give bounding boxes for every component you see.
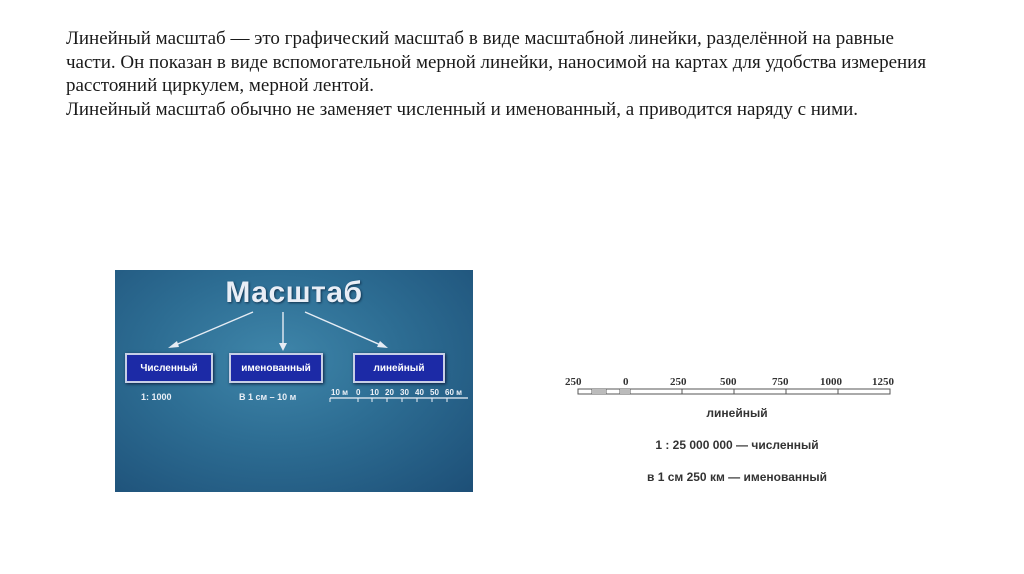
mini-ruler-label: 10 м	[331, 388, 349, 397]
scale-tick-label: 750	[772, 376, 789, 388]
box-linear: линейный	[353, 353, 445, 383]
scale-tick-label: 1250	[872, 376, 894, 388]
paragraph-note: Линейный масштаб обычно не заменяет численный и именованный, а приводится наряду с ними.	[66, 98, 859, 120]
scale-subdivision	[592, 389, 606, 394]
box-numeric: Численный	[125, 353, 213, 383]
mini-ruler-label: 10	[370, 388, 379, 397]
mini-linear-ruler	[328, 386, 473, 410]
slide-text	[66, 27, 946, 121]
arrow-to-numeric	[173, 312, 253, 346]
box-named: именованный	[229, 353, 323, 383]
mini-ruler-label: 40	[415, 388, 424, 397]
scale-tick-label: 250	[670, 376, 687, 388]
mini-ruler-label: 50	[430, 388, 439, 397]
linear-scale-bar	[562, 370, 912, 406]
linear-scale-figure	[562, 370, 912, 490]
mini-ruler-label: 30	[400, 388, 409, 397]
example-numeric: 1: 1000	[141, 392, 172, 402]
caption-linear: линейный	[706, 406, 768, 420]
scale-subdivision	[620, 389, 630, 394]
scale-tick-label: 1000	[820, 376, 842, 388]
example-named: В 1 см – 10 м	[239, 392, 297, 402]
arrow-to-linear	[305, 312, 383, 346]
mini-ruler-label: 60 м	[445, 388, 463, 397]
caption-named: в 1 см 250 км — именованный	[646, 470, 828, 484]
mini-ruler-label: 20	[385, 388, 394, 397]
scale-types-diagram	[115, 270, 473, 492]
scale-tick-label: 0	[623, 376, 629, 388]
scale-tick-label: 500	[720, 376, 737, 388]
caption-numeric: 1 : 25 000 000 — численный	[655, 438, 819, 452]
scale-tick-label: 250	[565, 376, 582, 388]
mini-ruler-label: 0	[356, 388, 361, 397]
diagram-title: Масштаб	[225, 276, 363, 309]
paragraph-definition: Линейный масштаб — это графический масштаб в виде масштабной линейки, разделённой на равные части. Он показан в виде вспомогательной мерной линейки, наносимой на картах для удобства измерения расстояний циркулем, мерной лентой.	[66, 28, 927, 96]
